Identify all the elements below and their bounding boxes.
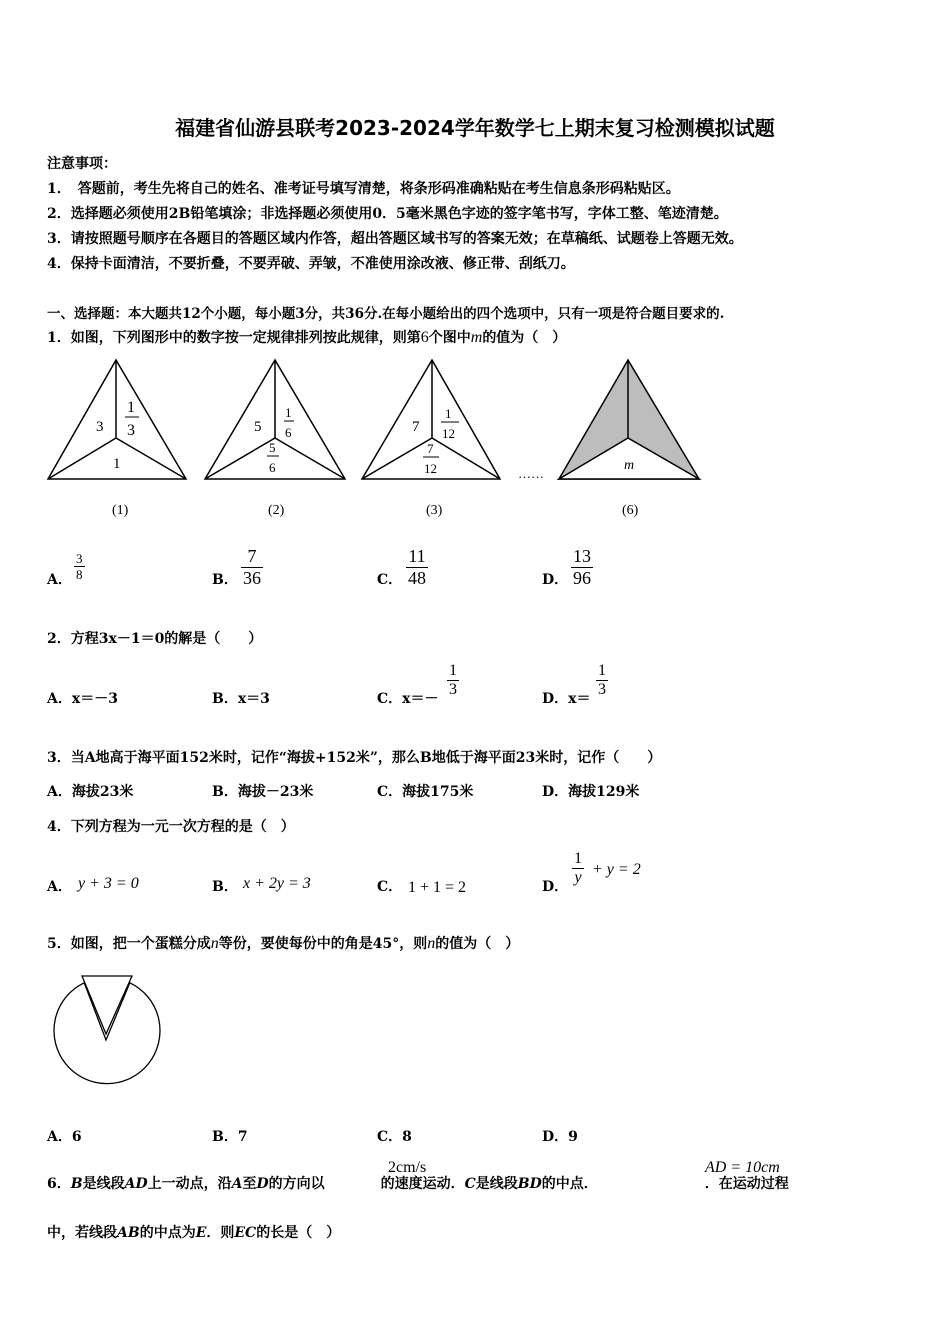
fig3-right-n: 1 bbox=[445, 406, 452, 421]
fig3-left: 7 bbox=[412, 419, 420, 435]
notice-item-2: 2．选择题必须使用2B铅笔填涂；非选择题必须使用0．5毫米黑色字迹的签字笔书写，字体工整、笔迹清楚。 bbox=[47, 206, 728, 222]
q2-option-b: B．x＝3 bbox=[212, 691, 270, 707]
section-heading: 一、选择题：本大题共12个小题，每小题3分，共36分.在每小题给出的四个选项中，只有一项是符合题目要求的. bbox=[47, 306, 725, 322]
fig3-caption: (3) bbox=[426, 503, 443, 518]
q1-option-b-label: B． bbox=[212, 572, 238, 588]
q6-speed: 2cm/s bbox=[388, 1159, 427, 1176]
q1-option-b-frac: 7 36 bbox=[243, 546, 261, 588]
fig2-caption: (2) bbox=[268, 503, 285, 518]
q4-option-a-label: A． bbox=[47, 879, 72, 895]
q2-option-c: C．x＝－ bbox=[377, 691, 439, 707]
q2-option-d-frac: 1 3 bbox=[598, 662, 606, 698]
q5-option-c: C．8 bbox=[377, 1129, 412, 1145]
notice-heading: 注意事项： bbox=[47, 156, 117, 172]
q1-option-d-frac: 13 96 bbox=[573, 546, 591, 588]
fig1-right-n: 1 bbox=[127, 399, 135, 416]
figure-ellipsis: …… bbox=[518, 466, 544, 481]
fig2-left: 5 bbox=[254, 419, 262, 435]
q1-option-c-label: C． bbox=[377, 572, 403, 588]
q2-option-d: D．x＝ bbox=[542, 691, 591, 707]
fig3-right-d: 12 bbox=[442, 426, 455, 441]
q5-option-d: D．9 bbox=[542, 1129, 578, 1145]
q4-option-d-frac: 1 y bbox=[574, 850, 582, 886]
triangle-figure-3 bbox=[362, 360, 500, 518]
q2-option-c-frac: 1 3 bbox=[449, 662, 457, 698]
q1-stem: 1．如图，下列图形中的数字按一定规律排列按此规律，则第6个图中m的值为（ ） bbox=[47, 329, 567, 346]
fig3-bottom-n: 7 bbox=[427, 441, 434, 456]
fig2-right-d: 6 bbox=[285, 425, 292, 440]
q4-option-c-label: C． bbox=[377, 879, 403, 895]
q4-option-b-label: B． bbox=[212, 879, 238, 895]
q5-option-b: B．7 bbox=[212, 1129, 248, 1145]
q6-line-2: 中，若线段AB的中点为E．则EC的长是（ ） bbox=[47, 1225, 341, 1241]
triangle-figure-1 bbox=[48, 360, 186, 518]
fig1-caption: (1) bbox=[112, 503, 129, 518]
q3-option-c: C．海拔175米 bbox=[377, 784, 474, 800]
q2-option-a: A．x＝－3 bbox=[47, 691, 118, 707]
q4-option-b-expr: x + 2y = 3 bbox=[243, 875, 311, 892]
fig1-left: 3 bbox=[96, 419, 104, 435]
q1-option-a-label: A． bbox=[47, 572, 72, 588]
q3-stem: 3．当A地高于海平面152米时，记作“海拔+152米”，那么B地低于海平面23米时，记作（ ） bbox=[47, 750, 662, 766]
page-title: 福建省仙游县联考2023-2024学年数学七上期末复习检测模拟试题 bbox=[175, 116, 775, 140]
fig1-right-d: 3 bbox=[127, 422, 135, 439]
q6-ad-length: AD = 10cm bbox=[705, 1159, 780, 1176]
notice-item-1: 1． 答题前，考生先将自己的姓名、准考证号填写清楚，将条形码准确粘贴在考生信息条形码粘贴区。 bbox=[47, 181, 680, 197]
fig6-m: m bbox=[624, 458, 635, 473]
q4-option-d-label: D． bbox=[542, 879, 569, 895]
q4-option-d-rest: + y = 2 bbox=[592, 861, 641, 878]
q1-figure bbox=[40, 350, 720, 530]
fig6-caption: (6) bbox=[622, 503, 639, 518]
q5-option-a: A．6 bbox=[47, 1129, 82, 1145]
q6-line-1: 6．B是线段AD上一动点，沿A至D的方向以 的速度运动．C是线段BD的中点． ．在运动过程 bbox=[47, 1176, 789, 1192]
triangle-figure-6 bbox=[559, 360, 699, 518]
fig2-bottom-d: 6 bbox=[269, 460, 276, 475]
q4-stem: 4．下列方程为一元一次方程的是（ ） bbox=[47, 819, 295, 835]
triangle-figure-2 bbox=[205, 360, 345, 518]
q4-option-a-expr: y + 3 = 0 bbox=[78, 875, 139, 892]
q3-option-a: A．海拔23米 bbox=[47, 784, 134, 800]
q1-option-a-frac: 3 8 bbox=[76, 551, 83, 582]
q3-option-d: D．海拔129米 bbox=[542, 784, 640, 800]
cake-figure bbox=[48, 972, 168, 1098]
notice-item-3: 3．请按照题号顺序在各题目的答题区域内作答，超出答题区域书写的答案无效；在草稿纸、试题卷上答题无效。 bbox=[47, 231, 743, 247]
fig1-bottom: 1 bbox=[113, 456, 121, 472]
q1-option-c-frac: 11 48 bbox=[408, 546, 426, 588]
fig2-right-n: 1 bbox=[285, 405, 292, 420]
q2-stem: 2．方程3x－1＝0的解是（ ） bbox=[47, 631, 263, 647]
q1-option-d-label: D． bbox=[542, 572, 569, 588]
q5-stem: 5．如图，把一个蛋糕分成n等份，要使每份中的角是45°，则n的值为（ ） bbox=[47, 935, 520, 952]
q3-option-b: B．海拔－23米 bbox=[212, 784, 314, 800]
notice-item-4: 4．保持卡面清洁，不要折叠，不要弄破、弄皱，不准使用涂改液、修正带、刮纸刀。 bbox=[47, 256, 575, 272]
fig3-bottom-d: 12 bbox=[424, 461, 437, 476]
q4-option-c-expr: 1 + 1 = 2 bbox=[408, 879, 467, 896]
fig2-bottom-n: 5 bbox=[269, 440, 276, 455]
